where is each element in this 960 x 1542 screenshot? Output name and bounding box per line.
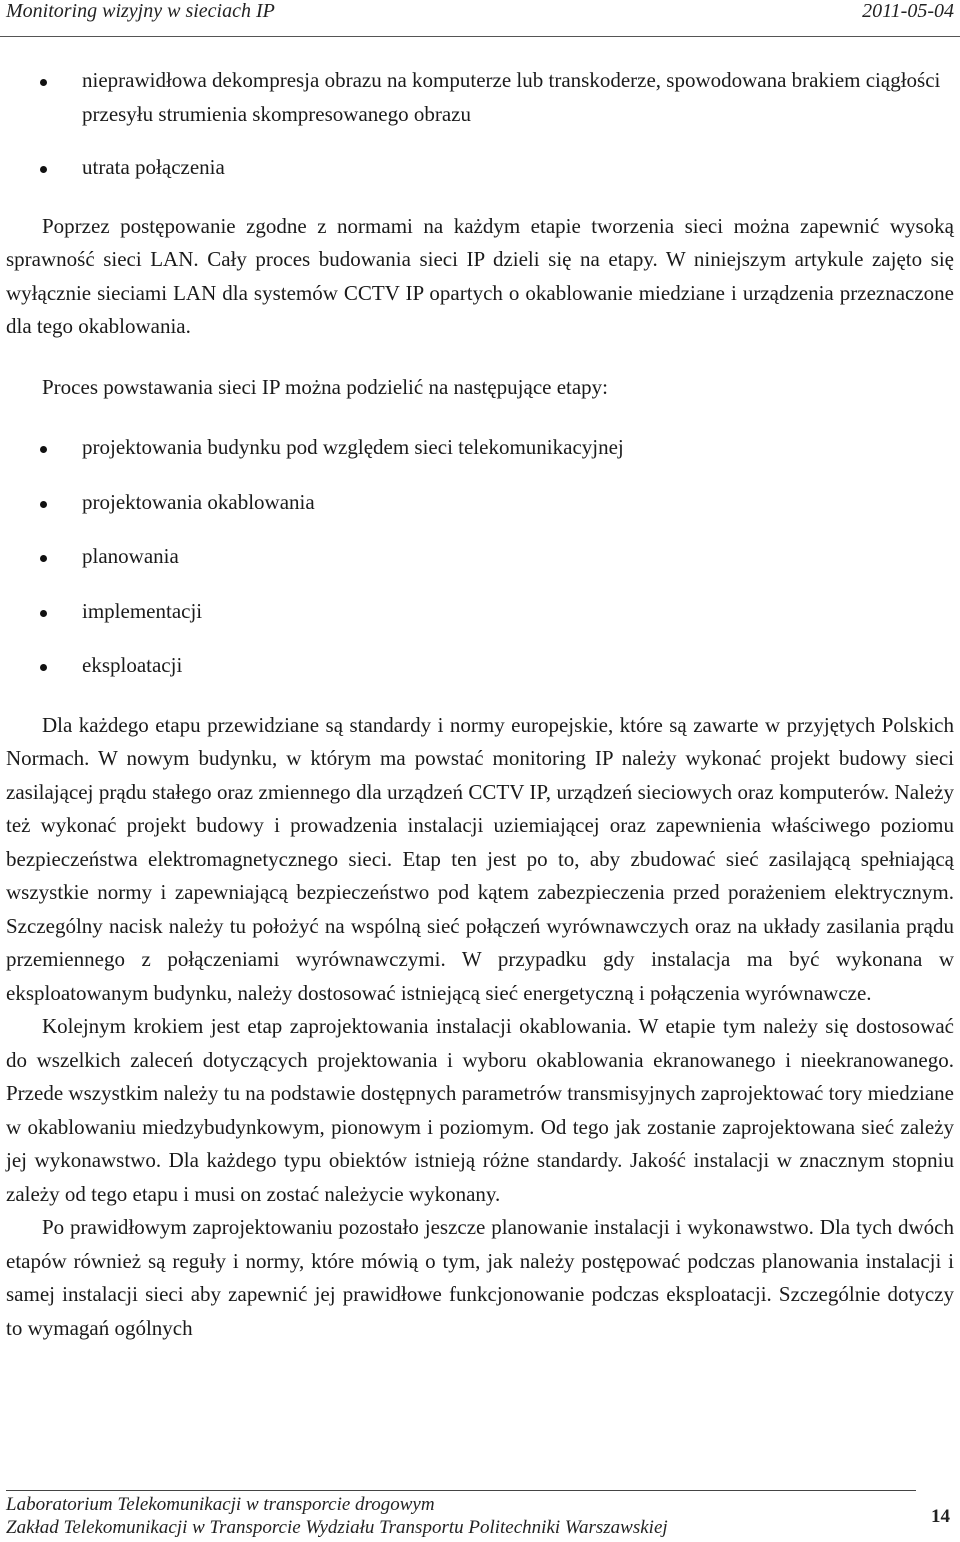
bullet-icon bbox=[40, 664, 47, 671]
list-item bbox=[6, 64, 954, 131]
bullet-icon bbox=[40, 501, 47, 508]
list-item-text: implementacji bbox=[82, 598, 203, 623]
paragraph: Poprzez postępowanie zgodne z normami na każdym etapie tworzenia sieci można zapewnić wysoką sprawność sieci LAN. Cały proces budowania sieci IP dzieli się na etapy. W niniejszym artykule zajęto się wyłącznie sieciami LAN dla systemów CCTV IP opartych o okablowanie miedziane i urządzenia przeznaczone dla tego okablowania. bbox=[6, 213, 954, 338]
paragraph: Kolejnym krokiem jest etap zaprojektowania instalacji okablowania. W etapie tym należy się dostosować do wszelkich zaleceń dotyczących projektowania i wyboru okablowania ekranowanego i nieekranowanego. Przede wszystkim należy tu na podstawie dostępnych parametrów transmisyjnych zaprojektować tory miedziane w okablowaniu miedzybudynkowym, pionowym i poziomym. Od tego jak zostanie zaprojektowana sieć zależy jej wykonawstwo. Dla każdego typu obiektów istnieją różne standardy. Jakość instalacji w znacznym stopniu zależy od tego etapu i musi on zostać należycie wykonany. bbox=[6, 1014, 954, 1206]
page-number: 14 bbox=[931, 1506, 950, 1527]
paragraph: Dla każdego etapu przewidziane są standardy i normy europejskie, które są zawarte w przyjętych Polskich Normach. W nowym budynku, w którym ma powstać monitoring IP należy wykonać projekt budowy sieci zasilającej prądu stałego oraz zmiennego dla urządzeń CCTV IP, urządzeń sieciowych oraz komputerów. Należy też wykonać projekt budowy i prowadzenia instalacji uziemiającej oraz zapewnienia właściwego poziomu bezpieczeństwa elektromagnetycznego sieci. Etap ten jest po to, aby zbudować sieć zasilającą spełniającą wszystkie normy i zapewniającą bezpieczeństwo pod kątem zabezpieczenia przed porażeniem elektrycznym. Szczególny nacisk należy tu położyć na wspólną sieć połączeń wyrównawczych oraz na układy zasilania prądu przemiennego z połączeniami wyrównawczymi. W przypadku gdy instalacja ma być wykonana w eksploatowanym budynku, należy dostosować istniejącą sieć energetyczną i połączenia wyrównawcze. bbox=[6, 712, 954, 1005]
document-body bbox=[6, 64, 954, 1345]
page-header bbox=[0, 0, 960, 37]
list-item bbox=[6, 540, 954, 574]
list-item bbox=[6, 595, 954, 629]
bullet-icon bbox=[40, 555, 47, 562]
list-item bbox=[6, 431, 954, 465]
top-bullet-list bbox=[6, 64, 954, 185]
list-item-text: nieprawidłowa dekompresja obrazu na komputerze lub transkoderze, spowodowana brakiem ciągłości przesyłu strumienia skompresowanego obrazu bbox=[82, 68, 941, 126]
list-item bbox=[6, 649, 954, 683]
header-title: Monitoring wizyjny w sieciach IP bbox=[6, 0, 275, 22]
list-item-text: planowania bbox=[82, 544, 179, 568]
bullet-icon bbox=[40, 446, 47, 453]
paragraph: Po prawidłowym zaprojektowaniu pozostało jeszcze planowanie instalacji i wykonawstwo. Dla tych dwóch etapów również są reguły i normy, które mówią o tym, jak należy postępować podczas planowania instalacji i samej instalacji sieci aby zapewnić jej prawidłowe funkcjonowanie podczas eksploatacji. Szczególnie dotyczy to wymagań ogólnych bbox=[6, 1215, 954, 1340]
bullet-icon bbox=[40, 610, 47, 617]
footer-lab-name: Laboratorium Telekomunikacji w transporcie drogowym bbox=[6, 1494, 435, 1515]
list-item bbox=[6, 151, 954, 185]
list-item-text: projektowania budynku pod względem sieci telekomunikacyjnej bbox=[82, 435, 624, 459]
header-date: 2011-05-04 bbox=[862, 0, 954, 22]
list-item bbox=[6, 486, 954, 520]
list-item-text: utrata połączenia bbox=[82, 155, 225, 179]
page-footer bbox=[0, 1490, 960, 1542]
steps-bullet-list bbox=[6, 431, 954, 683]
footer-divider bbox=[6, 1490, 916, 1491]
list-item-text: eksploatacji bbox=[82, 653, 183, 677]
footer-department: Zakład Telekomunikacji w Transporcie Wydziału Transportu Politechniki Warszawskiej bbox=[6, 1517, 668, 1538]
bullet-icon bbox=[40, 166, 47, 173]
list-item-text: projektowania okablowania bbox=[82, 489, 315, 514]
bullet-icon bbox=[40, 79, 47, 86]
paragraph: Proces powstawania sieci IP można podzielić na następujące etapy: bbox=[42, 374, 609, 399]
